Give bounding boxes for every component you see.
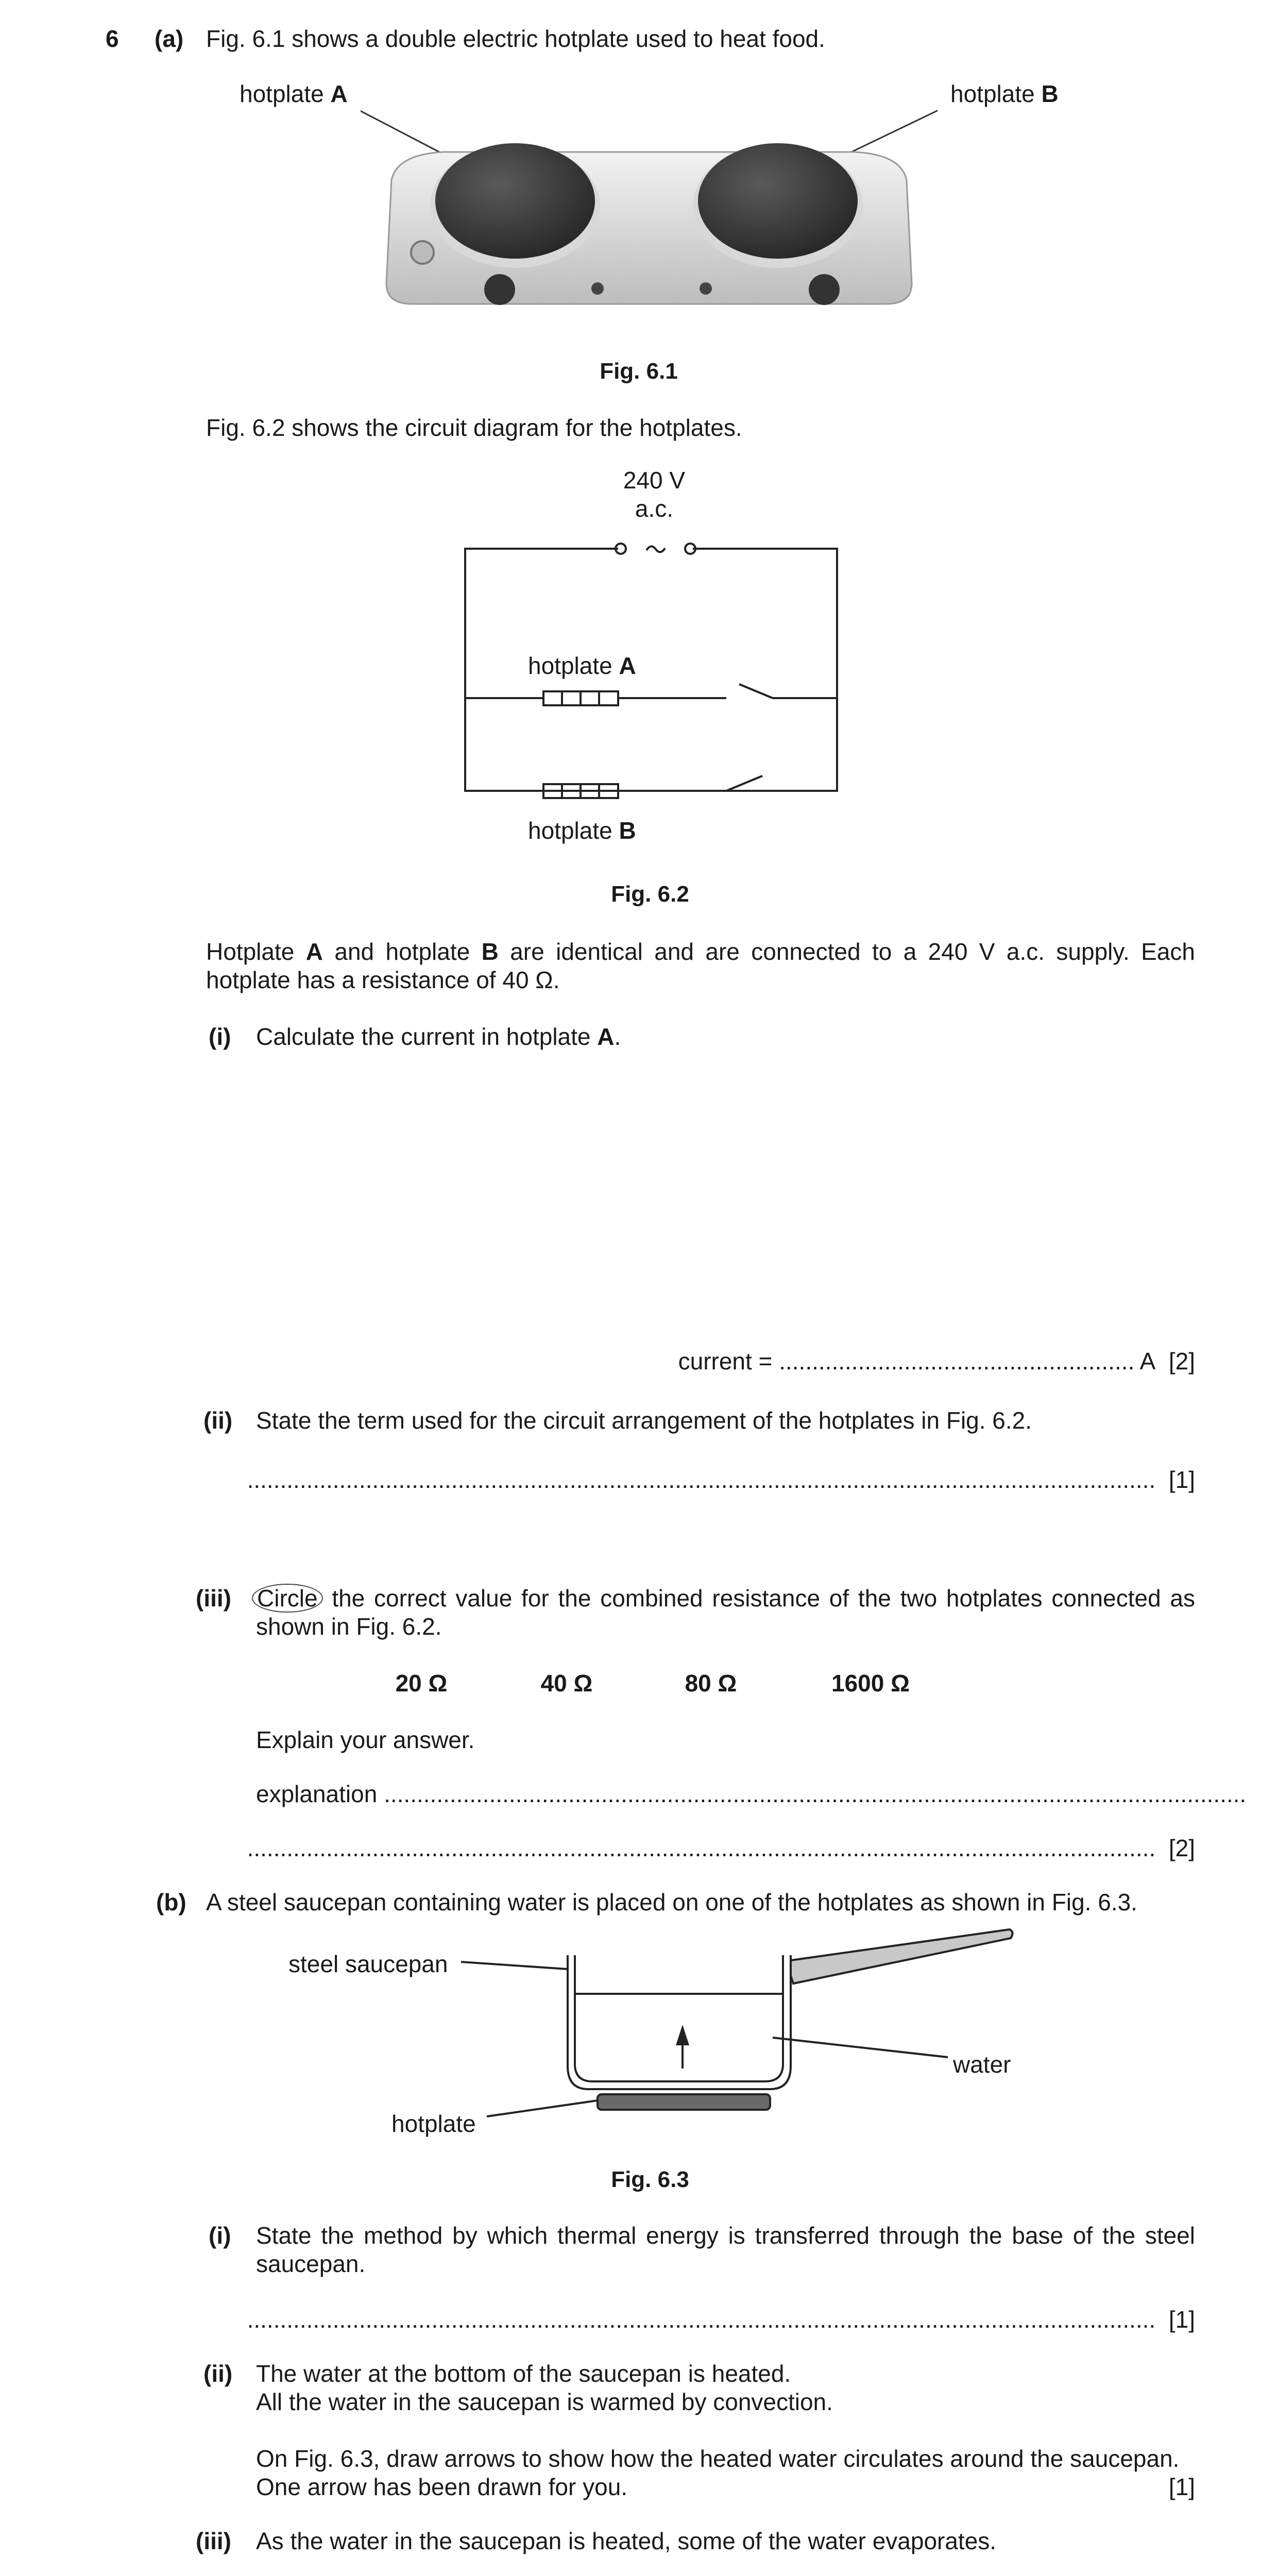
supply-voltage: 240 V xyxy=(623,467,686,494)
a-iii-text-1: Circle the correct value for the combined resistance of the two hotplates connected as xyxy=(256,1584,1195,1613)
b-ii-marks: [1] xyxy=(1168,2473,1195,2500)
explanation-line-1[interactable]: explanation ................................................................................................................................... xyxy=(256,1781,1247,1807)
switch-a xyxy=(739,684,773,698)
knob-left xyxy=(484,274,515,305)
b-i-text-2: saucepan. xyxy=(256,2250,366,2277)
b-ii-text-2: All the water in the saucepan is warmed by convection. xyxy=(256,2388,833,2415)
a-iii-text-2: shown in Fig. 6.2. xyxy=(256,1613,442,1640)
water-pointer-line xyxy=(773,2038,948,2057)
circuit-diagram xyxy=(453,520,855,809)
saucepan-diagram xyxy=(453,1927,1020,2123)
circuit-hotplate-b-label: hotplate B xyxy=(528,817,636,844)
b-ii-text-1: The water at the bottom of the saucepan is heated. xyxy=(256,2360,791,2387)
fig61-caption: Fig. 6.1 xyxy=(600,359,678,384)
b-iii-text-1: As the water in the saucepan is heated, some of the water evaporates. xyxy=(256,2528,997,2554)
part-a-label: (a) xyxy=(155,25,184,52)
explanation-line-2[interactable]: .......................................................................................................................................... [2] xyxy=(247,1835,1195,1861)
question-number: 6 xyxy=(106,25,119,52)
b-intro: A steel saucepan containing water is placed on one of the hotplates as shown in Fig. 6.3. xyxy=(206,1889,1137,1916)
fig62-caption: Fig. 6.2 xyxy=(611,882,689,907)
a-i-answer-line[interactable]: current = ...................................................... A [2] xyxy=(678,1348,1195,1375)
b-iii-label: (iii) xyxy=(196,2528,231,2554)
hotplate-b-plate xyxy=(698,143,858,259)
a-ii-answer-line[interactable]: .......................................................................................................................................... [1] xyxy=(247,1466,1195,1493)
explain-text: Explain your answer. xyxy=(256,1726,475,1753)
a-i-label: (i) xyxy=(209,1023,231,1050)
stem-line-2: hotplate has a resistance of 40 Ω. xyxy=(206,967,560,993)
circuit-hotplate-a-label: hotplate A xyxy=(528,652,636,679)
a-iii-label: (iii) xyxy=(196,1585,231,1612)
fig62-intro: Fig. 6.2 shows the circuit diagram for the hotplates. xyxy=(206,414,742,441)
hotplate-photo xyxy=(361,98,938,325)
hotplate-a-label: hotplate A xyxy=(240,80,348,107)
a-ii-label: (ii) xyxy=(203,1407,233,1434)
fig63-caption: Fig. 6.3 xyxy=(611,2167,689,2192)
saucepan-wall-outer xyxy=(568,1955,791,2089)
fig63-hotplate-label: hotplate xyxy=(391,2110,476,2137)
b-i-text-1: State the method by which thermal energy is transferred through the base of the steel xyxy=(256,2222,1195,2249)
hotplate-bar xyxy=(598,2094,770,2110)
saucepan-handle xyxy=(791,1929,1013,1984)
hotplate-pointer-line xyxy=(487,2100,598,2116)
hotplate-b-label: hotplate B xyxy=(950,80,1059,107)
option-80-ohm[interactable]: 80 Ω xyxy=(685,1670,737,1697)
hotplate-a-plate xyxy=(435,143,595,259)
intro-text: Fig. 6.1 shows a double electric hotplate used to heat food. xyxy=(206,25,825,52)
b-ii-text-4: One arrow has been drawn for you. xyxy=(256,2473,628,2500)
convection-arrow xyxy=(676,2025,689,2045)
b-ii-label: (ii) xyxy=(203,2360,233,2387)
option-20-ohm[interactable]: 20 Ω xyxy=(395,1670,448,1697)
saucepan-wall-inner xyxy=(575,1955,783,2081)
a-ii-text: State the term used for the circuit arrangement of the hotplates in Fig. 6.2. xyxy=(256,1407,1032,1434)
option-1600-ohm[interactable]: 1600 Ω xyxy=(831,1670,910,1697)
stem-line-1: Hotplate A and hotplate B are identical and are connected to a 240 V a.c. supply. Each xyxy=(206,938,1195,965)
part-b-label: (b) xyxy=(156,1889,186,1916)
knob-right xyxy=(809,274,840,305)
b-i-label: (i) xyxy=(209,2222,231,2249)
a-i-text: Calculate the current in hotplate A. xyxy=(256,1023,621,1050)
option-40-ohm[interactable]: 40 Ω xyxy=(540,1670,593,1697)
circle-word: Circle xyxy=(252,1584,323,1613)
switch-b xyxy=(726,776,762,791)
saucepan-label: steel saucepan xyxy=(288,1951,448,1977)
water-label: water xyxy=(953,2051,1011,2078)
supply-type: a.c. xyxy=(635,495,674,522)
b-ii-text-3: On Fig. 6.3, draw arrows to show how the heated water circulates around the saucepan. xyxy=(256,2445,1180,2472)
b-i-answer-line[interactable]: .......................................................................................................................................... [1] xyxy=(247,2306,1195,2333)
